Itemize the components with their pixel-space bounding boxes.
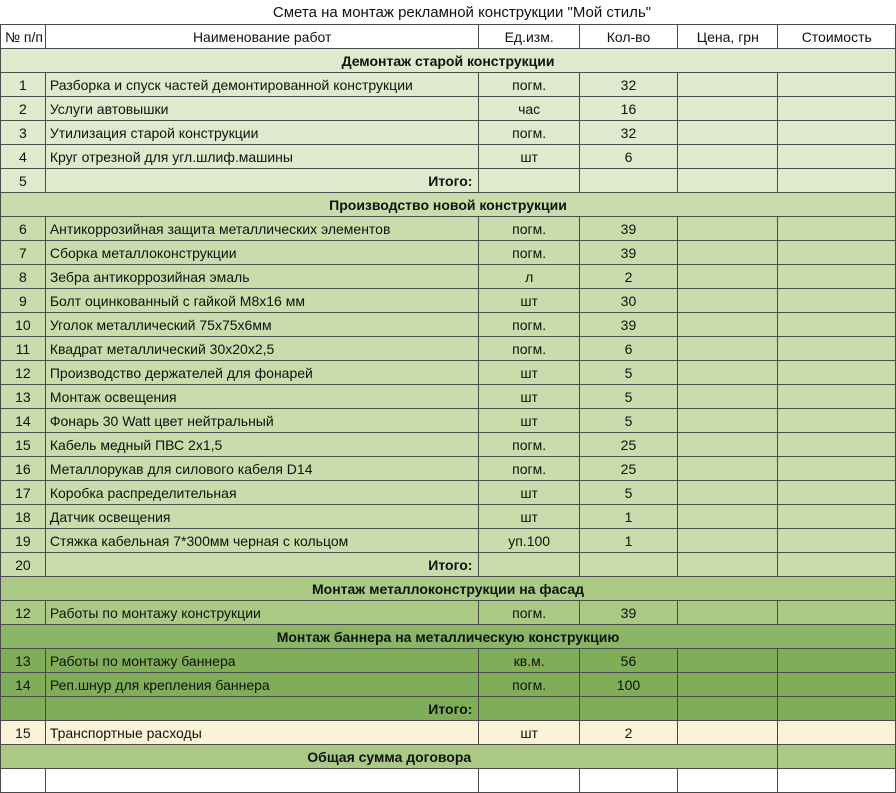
cell-name: Болт оцинкованный с гайкой М8х16 мм	[45, 289, 479, 313]
table-row	[1, 313, 896, 337]
table-row	[1, 649, 896, 673]
cell-cost	[778, 289, 896, 313]
cell-qty: 16	[579, 97, 677, 121]
cell-price	[678, 433, 778, 457]
cell-qty: 1	[579, 505, 677, 529]
cell-price	[678, 289, 778, 313]
table-row	[1, 721, 896, 745]
cell-unit: погм.	[479, 241, 579, 265]
cell-name: Реп.шнур для крепления баннера	[45, 673, 479, 697]
cell-unit: погм.	[479, 337, 579, 361]
cell-qty: 100	[579, 673, 677, 697]
cell-price	[678, 697, 778, 721]
header-unit: Ед.изм.	[479, 25, 579, 49]
cell-qty: 32	[579, 73, 677, 97]
cell-cost	[778, 313, 896, 337]
section-title-production: Производство новой конструкции	[1, 193, 896, 217]
table-row	[1, 337, 896, 361]
cell-qty	[579, 169, 677, 193]
table-row	[1, 601, 896, 625]
header-row	[1, 25, 896, 49]
cell-num: 19	[1, 529, 46, 553]
section-title-banner: Монтаж баннера на металлическую конструкцию	[1, 625, 896, 649]
section-row	[1, 193, 896, 217]
cell-num: 15	[1, 433, 46, 457]
cell-price	[678, 481, 778, 505]
cell-unit	[479, 169, 579, 193]
cell-unit: кв.м.	[479, 649, 579, 673]
cell-price	[678, 505, 778, 529]
section-row	[1, 625, 896, 649]
table-row	[1, 289, 896, 313]
cell-unit	[479, 553, 579, 577]
cell-cost	[778, 265, 896, 289]
cell-cost	[778, 361, 896, 385]
cell-name: Металлорукав для силового кабеля D14	[45, 457, 479, 481]
cell-cost	[778, 649, 896, 673]
header-name: Наименование работ	[45, 25, 479, 49]
cell-cost	[778, 697, 896, 721]
title-row	[0, 0, 896, 24]
cell-cost	[778, 409, 896, 433]
cell-num: 11	[1, 337, 46, 361]
header-num: № п/п	[1, 25, 46, 49]
cell-price	[678, 529, 778, 553]
empty-cell	[45, 769, 479, 793]
table-row	[1, 433, 896, 457]
cell-cost	[778, 97, 896, 121]
cell-name: Датчик освещения	[45, 505, 479, 529]
table-row	[1, 481, 896, 505]
cell-num: 14	[1, 409, 46, 433]
cell-unit: шт	[479, 721, 579, 745]
cell-name: Транспортные расходы	[45, 721, 479, 745]
cell-qty: 32	[579, 121, 677, 145]
cell-qty: 30	[579, 289, 677, 313]
table-row	[1, 241, 896, 265]
table-row	[1, 505, 896, 529]
cell-name: Производство держателей для фонарей	[45, 361, 479, 385]
empty-cell	[1, 769, 46, 793]
cell-cost	[778, 673, 896, 697]
table-row	[1, 265, 896, 289]
cell-unit: погм.	[479, 313, 579, 337]
cell-cost	[778, 601, 896, 625]
cell-num	[1, 697, 46, 721]
cell-qty: 39	[579, 601, 677, 625]
cell-name: Монтаж освещения	[45, 385, 479, 409]
grand-total-cost	[778, 745, 896, 769]
cell-cost	[778, 529, 896, 553]
subtotal-row	[1, 697, 896, 721]
table-row	[1, 673, 896, 697]
header-qty: Кол-во	[579, 25, 677, 49]
cell-qty: 56	[579, 649, 677, 673]
cell-num: 3	[1, 121, 46, 145]
cell-unit: шт	[479, 481, 579, 505]
cell-qty: 39	[579, 217, 677, 241]
cell-qty: 39	[579, 313, 677, 337]
subtotal-row	[1, 169, 896, 193]
cell-num: 14	[1, 673, 46, 697]
cell-price	[678, 361, 778, 385]
table-row	[1, 121, 896, 145]
cell-cost	[778, 385, 896, 409]
table-row	[1, 217, 896, 241]
sheet-title: Смета на монтаж рекламной конструкции "Мой стиль"	[272, 4, 652, 21]
subtotal-label: Итого:	[45, 697, 479, 721]
cell-num: 1	[1, 73, 46, 97]
cell-unit: час	[479, 97, 579, 121]
estimate-table	[0, 24, 896, 793]
cell-unit: шт	[479, 385, 579, 409]
cell-num: 8	[1, 265, 46, 289]
cell-cost	[778, 145, 896, 169]
cell-unit: л	[479, 265, 579, 289]
cell-unit: уп.100	[479, 529, 579, 553]
cell-num: 7	[1, 241, 46, 265]
cell-unit: погм.	[479, 217, 579, 241]
cell-unit: шт	[479, 361, 579, 385]
empty-cell	[778, 769, 896, 793]
cell-num: 2	[1, 97, 46, 121]
table-row	[1, 97, 896, 121]
cell-cost	[778, 481, 896, 505]
cell-cost	[778, 553, 896, 577]
cell-num: 16	[1, 457, 46, 481]
cell-price	[678, 601, 778, 625]
cell-unit: шт	[479, 409, 579, 433]
cell-qty: 5	[579, 385, 677, 409]
grand-total-label: Общая сумма договора	[1, 745, 778, 769]
cell-cost	[778, 457, 896, 481]
cell-price	[678, 217, 778, 241]
cell-name: Сборка металлоконструкции	[45, 241, 479, 265]
subtotal-row	[1, 553, 896, 577]
cell-unit: погм.	[479, 601, 579, 625]
cell-qty: 39	[579, 241, 677, 265]
cell-cost	[778, 337, 896, 361]
cell-unit: погм.	[479, 673, 579, 697]
empty-row	[1, 769, 896, 793]
cell-name: Работы по монтажу баннера	[45, 649, 479, 673]
cell-num: 20	[1, 553, 46, 577]
cell-price	[678, 409, 778, 433]
cell-name: Круг отрезной для угл.шлиф.машины	[45, 145, 479, 169]
cell-num: 5	[1, 169, 46, 193]
cell-price	[678, 97, 778, 121]
cell-num: 13	[1, 649, 46, 673]
empty-cell	[678, 769, 778, 793]
table-row	[1, 457, 896, 481]
cell-num: 10	[1, 313, 46, 337]
cell-num: 12	[1, 361, 46, 385]
cell-num: 12	[1, 601, 46, 625]
cell-num: 13	[1, 385, 46, 409]
cell-name: Зебра антикоррозийная эмаль	[45, 265, 479, 289]
section-title-dismantling: Демонтаж старой конструкции	[1, 49, 896, 73]
cell-price	[678, 73, 778, 97]
section-row	[1, 49, 896, 73]
cell-cost	[778, 121, 896, 145]
cell-price	[678, 337, 778, 361]
cell-qty: 25	[579, 457, 677, 481]
cell-name: Утилизация старой конструкции	[45, 121, 479, 145]
cell-qty: 25	[579, 433, 677, 457]
cell-price	[678, 145, 778, 169]
cell-price	[678, 385, 778, 409]
cell-cost	[778, 73, 896, 97]
cell-name: Квадрат металлический 30х20х2,5	[45, 337, 479, 361]
section-title-facade: Монтаж металлоконструкции на фасад	[1, 577, 896, 601]
cell-cost	[778, 241, 896, 265]
cell-qty	[579, 553, 677, 577]
cell-cost	[778, 169, 896, 193]
cell-price	[678, 265, 778, 289]
cell-num: 6	[1, 217, 46, 241]
table-row	[1, 385, 896, 409]
cell-unit: погм.	[479, 457, 579, 481]
cell-unit: погм.	[479, 121, 579, 145]
cell-price	[678, 313, 778, 337]
cell-num: 4	[1, 145, 46, 169]
cell-qty: 1	[579, 529, 677, 553]
section-row	[1, 577, 896, 601]
cell-unit	[479, 697, 579, 721]
header-cost: Стоимость	[778, 25, 896, 49]
cell-qty	[579, 697, 677, 721]
cell-price	[678, 721, 778, 745]
subtotal-label: Итого:	[45, 169, 479, 193]
cell-name: Услуги автовышки	[45, 97, 479, 121]
cell-qty: 2	[579, 265, 677, 289]
cell-price	[678, 169, 778, 193]
cell-num: 15	[1, 721, 46, 745]
empty-cell	[479, 769, 579, 793]
cell-price	[678, 457, 778, 481]
cell-name: Разборка и спуск частей демонтированной конструкции	[45, 73, 479, 97]
cell-name: Работы по монтажу конструкции	[45, 601, 479, 625]
cell-name: Стяжка кабельная 7*300мм черная с кольцом	[45, 529, 479, 553]
cell-num: 18	[1, 505, 46, 529]
table-row	[1, 529, 896, 553]
cell-unit: шт	[479, 145, 579, 169]
empty-cell	[579, 769, 677, 793]
cell-num: 17	[1, 481, 46, 505]
cell-unit: шт	[479, 505, 579, 529]
cell-price	[678, 553, 778, 577]
grand-total-row	[1, 745, 896, 769]
table-row	[1, 73, 896, 97]
cell-qty: 5	[579, 361, 677, 385]
cell-qty: 6	[579, 145, 677, 169]
header-price: Цена, грн	[678, 25, 778, 49]
cell-num: 9	[1, 289, 46, 313]
cell-cost	[778, 505, 896, 529]
cell-unit: погм.	[479, 73, 579, 97]
cell-price	[678, 649, 778, 673]
cell-name: Уголок металлический 75х75х6мм	[45, 313, 479, 337]
cell-cost	[778, 721, 896, 745]
subtotal-label: Итого:	[45, 553, 479, 577]
cell-qty: 2	[579, 721, 677, 745]
cell-cost	[778, 433, 896, 457]
cell-price	[678, 673, 778, 697]
cell-qty: 6	[579, 337, 677, 361]
cell-price	[678, 121, 778, 145]
cell-name: Кабель медный ПВС 2х1,5	[45, 433, 479, 457]
cell-name: Коробка распределительная	[45, 481, 479, 505]
table-row	[1, 409, 896, 433]
cell-name: Фонарь 30 Watt цвет нейтральный	[45, 409, 479, 433]
cell-cost	[778, 217, 896, 241]
cell-unit: шт	[479, 289, 579, 313]
cell-qty: 5	[579, 481, 677, 505]
cell-unit: погм.	[479, 433, 579, 457]
table-row	[1, 361, 896, 385]
cell-price	[678, 241, 778, 265]
cell-qty: 5	[579, 409, 677, 433]
cell-name: Антикоррозийная защита металлических элементов	[45, 217, 479, 241]
table-row	[1, 145, 896, 169]
